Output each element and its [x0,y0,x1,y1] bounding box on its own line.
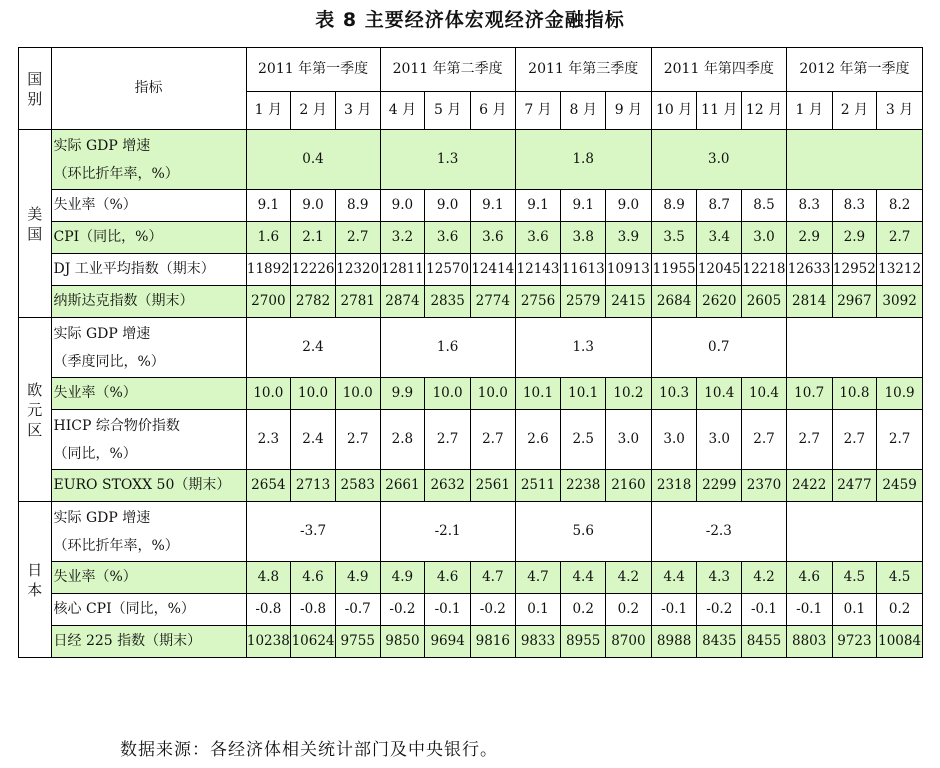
table-row [19,594,923,626]
monthly-value: 10.7 [786,378,832,410]
monthly-value: 2299 [697,470,742,502]
table-row [19,562,923,594]
quarterly-value [786,130,922,190]
monthly-value: 4.4 [651,562,697,594]
monthly-value: 2238 [561,470,606,502]
monthly-value: 4.6 [425,562,471,594]
monthly-value: -0.8 [246,594,291,626]
monthly-value: 2632 [425,470,471,502]
indicator-label: 失业率（%） [51,190,246,222]
indicator-header: 指标 [51,48,246,130]
monthly-value: 3092 [877,286,923,318]
monthly-value: 10.0 [335,378,380,410]
monthly-value: 2605 [742,286,787,318]
monthly-value: 2781 [335,286,380,318]
quarterly-value: -3.7 [246,502,380,562]
quarter-header: 2012 年第一季度 [786,48,922,92]
monthly-value: 2477 [832,470,877,502]
quarterly-value [786,318,922,378]
quarter-header: 2011 年第三季度 [515,48,651,92]
monthly-value: 0.2 [606,594,652,626]
monthly-value: 8.9 [651,190,697,222]
monthly-value: 2.7 [742,410,787,470]
monthly-value: 2.9 [832,222,877,254]
monthly-value: 3.6 [425,222,471,254]
monthly-value: 2835 [425,286,471,318]
monthly-value: 8.3 [786,190,832,222]
region-name: 美 国 [19,130,52,318]
monthly-value: 9.1 [246,190,291,222]
monthly-value: 2713 [291,470,336,502]
monthly-value: 11613 [561,254,606,286]
monthly-value: 3.6 [470,222,515,254]
month-header: 10 月 [651,92,697,130]
quarterly-value: 1.3 [380,130,515,190]
source-note: 数据来源：各经济体相关统计部门及中央银行。 [120,740,498,760]
monthly-value: 2511 [515,470,561,502]
monthly-value: 12226 [291,254,336,286]
monthly-value: 12218 [742,254,787,286]
month-header: 7 月 [515,92,561,130]
monthly-value: -0.1 [742,594,787,626]
monthly-value: 4.6 [291,562,336,594]
monthly-value: 9.1 [515,190,561,222]
monthly-value: 2.7 [335,222,380,254]
table-row [19,378,923,410]
quarter-header: 2011 年第四季度 [651,48,786,92]
region-name: 欧 元 区 [19,318,52,502]
monthly-value: 8700 [606,626,652,658]
monthly-value: -0.7 [335,594,380,626]
region-name: 日 本 [19,502,52,658]
monthly-value: 8.2 [877,190,923,222]
monthly-value: 2874 [380,286,425,318]
monthly-value: 10238 [246,626,291,658]
monthly-value: 2684 [651,286,697,318]
quarterly-value: 1.6 [380,318,515,378]
table-row [19,502,923,562]
quarterly-value: 0.4 [246,130,380,190]
table-row [19,130,923,190]
month-header: 3 月 [335,92,380,130]
monthly-value: 10624 [291,626,336,658]
monthly-value: 2.8 [380,410,425,470]
monthly-value: 2.7 [877,410,923,470]
monthly-value: 11892 [246,254,291,286]
monthly-value: 2583 [335,470,380,502]
monthly-value: 10.1 [561,378,606,410]
month-header: 4 月 [380,92,425,130]
monthly-value: 10.1 [515,378,561,410]
monthly-value: 4.2 [606,562,652,594]
monthly-value: 3.0 [651,410,697,470]
month-header: 6 月 [470,92,515,130]
monthly-value: 8955 [561,626,606,658]
monthly-value: 4.7 [515,562,561,594]
indicator-label: HICP 综合物价指数 （同比，%） [51,410,246,470]
monthly-value: 3.0 [697,410,742,470]
monthly-value: 12570 [425,254,471,286]
monthly-value: -0.8 [291,594,336,626]
month-header: 12 月 [742,92,787,130]
macro-indicators-table [18,47,923,658]
monthly-value: 9.1 [470,190,515,222]
monthly-value: 0.1 [832,594,877,626]
monthly-value: 8455 [742,626,787,658]
monthly-value: 10084 [877,626,923,658]
month-header: 8 月 [561,92,606,130]
table-row [19,470,923,502]
monthly-value: 8.7 [697,190,742,222]
monthly-value: 2459 [877,470,923,502]
monthly-value: 2654 [246,470,291,502]
monthly-value: 2.4 [291,410,336,470]
indicator-label: EURO STOXX 50（期末） [51,470,246,502]
monthly-value: 8988 [651,626,697,658]
indicator-label: DJ 工业平均指数（期末） [51,254,246,286]
quarter-header: 2011 年第二季度 [380,48,515,92]
monthly-value: 0.2 [561,594,606,626]
table-row [19,318,923,378]
monthly-value: 4.3 [697,562,742,594]
monthly-value: 3.8 [561,222,606,254]
monthly-value: 2756 [515,286,561,318]
monthly-value: 9.0 [291,190,336,222]
table-row [19,222,923,254]
monthly-value: 3.9 [606,222,652,254]
monthly-value: 2.1 [291,222,336,254]
monthly-value: 0.1 [515,594,561,626]
monthly-value: 10.0 [425,378,471,410]
table-row [19,410,923,470]
monthly-value: -0.2 [697,594,742,626]
monthly-value: 12633 [786,254,832,286]
quarter-header: 2011 年第一季度 [246,48,380,92]
monthly-value: 2318 [651,470,697,502]
quarterly-value: 2.4 [246,318,380,378]
monthly-value: 2.7 [877,222,923,254]
monthly-value: 2.7 [425,410,471,470]
monthly-value: 13212 [877,254,923,286]
monthly-value: 4.6 [786,562,832,594]
monthly-value: 10.0 [291,378,336,410]
monthly-value: 4.2 [742,562,787,594]
monthly-value: 8435 [697,626,742,658]
monthly-value: 10.8 [832,378,877,410]
monthly-value: 8.5 [742,190,787,222]
monthly-value: 8.3 [832,190,877,222]
monthly-value: 12811 [380,254,425,286]
monthly-value: 2.7 [786,410,832,470]
monthly-value: -0.1 [786,594,832,626]
monthly-value: 4.5 [877,562,923,594]
table-row [19,254,923,286]
monthly-value: 9694 [425,626,471,658]
monthly-value: 8803 [786,626,832,658]
quarterly-value: 1.3 [515,318,651,378]
monthly-value: 3.2 [380,222,425,254]
month-header: 1 月 [786,92,832,130]
monthly-value: 2.3 [246,410,291,470]
monthly-value: 2782 [291,286,336,318]
monthly-value: 0.2 [877,594,923,626]
monthly-value: 9.0 [380,190,425,222]
quarterly-value: 1.8 [515,130,651,190]
month-header: 2 月 [291,92,336,130]
monthly-value: 10.2 [606,378,652,410]
month-header: 9 月 [606,92,652,130]
monthly-value: 2.7 [832,410,877,470]
table-row [19,626,923,658]
monthly-value: 3.0 [606,410,652,470]
monthly-value: 10.4 [742,378,787,410]
monthly-value: 10.0 [470,378,515,410]
monthly-value: 4.9 [335,562,380,594]
monthly-value: -0.2 [470,594,515,626]
monthly-value: 12320 [335,254,380,286]
monthly-value: 2967 [832,286,877,318]
monthly-value: 2422 [786,470,832,502]
monthly-value: 4.9 [380,562,425,594]
monthly-value: 2700 [246,286,291,318]
monthly-value: 2.9 [786,222,832,254]
quarterly-value: 3.0 [651,130,786,190]
monthly-value: 2620 [697,286,742,318]
indicator-label: 实际 GDP 增速 （季度同比，%） [51,318,246,378]
monthly-value: 4.8 [246,562,291,594]
monthly-value: 4.5 [832,562,877,594]
quarterly-value [786,502,922,562]
monthly-value: 9755 [335,626,380,658]
monthly-value: 8.9 [335,190,380,222]
monthly-value: -0.1 [425,594,471,626]
month-header: 11 月 [697,92,742,130]
monthly-value: 2.7 [470,410,515,470]
monthly-value: 9.0 [606,190,652,222]
table-title: 表 8 主要经济体宏观经济金融指标 [315,9,625,31]
monthly-value: 12414 [470,254,515,286]
monthly-value: 2814 [786,286,832,318]
monthly-value: 2415 [606,286,652,318]
monthly-value: 4.4 [561,562,606,594]
quarterly-value: 5.6 [515,502,651,562]
region-header: 国 别 [19,48,52,130]
monthly-value: 10913 [606,254,652,286]
indicator-label: 核心 CPI（同比，%） [51,594,246,626]
monthly-value: 1.6 [246,222,291,254]
header-row-quarters [19,48,923,92]
monthly-value: 3.4 [697,222,742,254]
month-header: 2 月 [832,92,877,130]
indicator-label: 实际 GDP 增速 （环比折年率，%） [51,502,246,562]
monthly-value: 10.9 [877,378,923,410]
indicator-label: 实际 GDP 增速 （环比折年率，%） [51,130,246,190]
monthly-value: 3.6 [515,222,561,254]
monthly-value: 2661 [380,470,425,502]
monthly-value: 9833 [515,626,561,658]
indicator-label: 失业率（%） [51,378,246,410]
monthly-value: 9.9 [380,378,425,410]
monthly-value: 4.7 [470,562,515,594]
month-header: 1 月 [246,92,291,130]
monthly-value: 2160 [606,470,652,502]
monthly-value: 2370 [742,470,787,502]
monthly-value: 10.4 [697,378,742,410]
monthly-value: 2.5 [561,410,606,470]
monthly-value: 12952 [832,254,877,286]
quarterly-value: 0.7 [651,318,786,378]
table-row [19,286,923,318]
monthly-value: 3.0 [742,222,787,254]
monthly-value: 10.0 [246,378,291,410]
monthly-value: 12143 [515,254,561,286]
indicator-label: 纳斯达克指数（期末） [51,286,246,318]
monthly-value: -0.1 [651,594,697,626]
monthly-value: 9.1 [561,190,606,222]
monthly-value: 9723 [832,626,877,658]
quarterly-value: -2.3 [651,502,786,562]
month-header: 5 月 [425,92,471,130]
indicator-label: CPI（同比，%） [51,222,246,254]
indicator-label: 失业率（%） [51,562,246,594]
monthly-value: 11955 [651,254,697,286]
monthly-value: 9.0 [425,190,471,222]
month-header: 3 月 [877,92,923,130]
monthly-value: 9816 [470,626,515,658]
monthly-value: 12045 [697,254,742,286]
monthly-value: 3.5 [651,222,697,254]
monthly-value: 10.3 [651,378,697,410]
table-row [19,190,923,222]
monthly-value: 9850 [380,626,425,658]
indicator-label: 日经 225 指数（期末） [51,626,246,658]
monthly-value: 2561 [470,470,515,502]
monthly-value: 2.7 [335,410,380,470]
monthly-value: 2.6 [515,410,561,470]
monthly-value: 2579 [561,286,606,318]
quarterly-value: -2.1 [380,502,515,562]
monthly-value: -0.2 [380,594,425,626]
monthly-value: 2774 [470,286,515,318]
